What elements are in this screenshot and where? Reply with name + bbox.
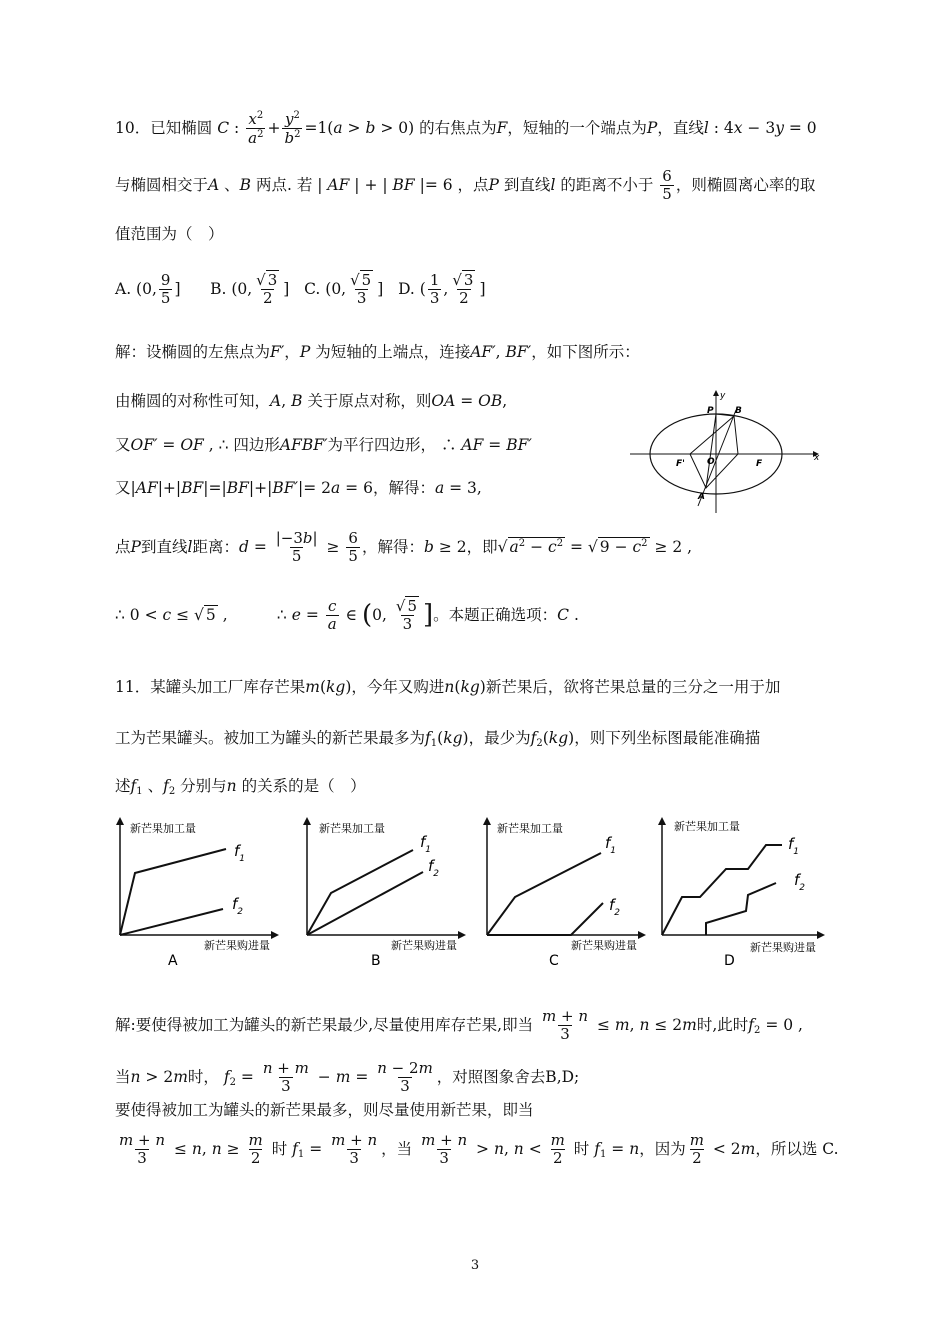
graph-d-caption: D xyxy=(724,953,735,969)
graph-d-f2-curve xyxy=(706,883,776,935)
q10-option-c[interactable]: C. (0, $\frac{√ 5}{3}$ ] xyxy=(304,271,384,308)
q10-ellipse-figure xyxy=(628,388,828,518)
label-x: x xyxy=(814,453,820,463)
graph-b-ylabel: 新芒果加工量 xyxy=(319,822,385,835)
graph-b-f1-curve xyxy=(307,850,413,935)
q10-option-d[interactable]: D. ( $\frac{1}{3}$ , $\frac{√ 3}{2}$ ] xyxy=(398,271,486,308)
graph-b-xlabel: 新芒果购进量 xyxy=(391,939,457,952)
segment-pa xyxy=(706,414,716,488)
graph-c-f2-curve xyxy=(487,903,603,935)
graph-b-f2-label: $f_2$ xyxy=(428,857,440,879)
q11-sol-line1: 解:要使得被加工为罐头的新芒果最少,尽量使用库存芒果,即当 $\frac{m + n}{3}$ ≤ m, n ≤ 2m时,此时$f_2 = 0$ , xyxy=(115,1007,803,1044)
q10-options xyxy=(115,272,486,308)
graph-b-f1-label: $f_1$ xyxy=(420,833,432,855)
graph-c-f2-label: $f_2$ xyxy=(609,896,621,918)
q11-sol-line4: $\frac{m + n}{3}$ ≤ n, n ≥ $\frac{m}{2}$ 时 $f_1$ = $\frac{m + n}{3}$ ，当 $\frac{m + n}{3}$ > n, n < $\frac{m}{2}$ 时 $f_1 = n$，因为 $\frac{m}{2}$ < 2m，所以选 C. xyxy=(119,1131,839,1168)
label-a: A xyxy=(698,492,705,502)
graph-b-caption: B xyxy=(371,953,381,969)
q10-stem-line1: 10．已知椭圆 C : $\frac{x^2}{a^2}$ + $\frac{y^2}{b^2}$ =1(a > b > 0) 的右焦点为F，短轴的一个端点为P，直线l : 4x − 3y = 0 xyxy=(115,110,817,148)
q10-sol-line3: 又OF′ = OF , ∴ 四边形AFBF′为平行四边形， ∴ AF = BF′ xyxy=(115,436,532,454)
graph-c[interactable] xyxy=(475,815,655,970)
graph-a-f2-curve xyxy=(120,909,223,935)
q11-stem-line2: 工为芒果罐头。被加工为罐头的新芒果最多为$f_1(kg)$，最少为$f_2(kg)$，则下列坐标图最能准确描 xyxy=(115,729,761,749)
q10-option-b[interactable]: B. (0, $\frac{√ 3}{2}$ ] xyxy=(210,271,290,308)
graph-b[interactable] xyxy=(295,815,475,970)
page-number: 3 xyxy=(470,1258,480,1273)
graph-a-caption: A xyxy=(168,953,178,969)
graph-d-xlabel: 新芒果购进量 xyxy=(750,941,816,954)
graph-c-xlabel: 新芒果购进量 xyxy=(571,939,637,952)
graph-c-f1-label: $f_1$ xyxy=(605,834,617,856)
graph-a[interactable] xyxy=(108,815,288,970)
graph-d-f2-label: $f_2$ xyxy=(794,871,806,893)
label-p: P xyxy=(707,406,714,416)
label-f: F xyxy=(756,459,763,469)
graph-d[interactable] xyxy=(650,815,835,970)
label-f-prime: F' xyxy=(676,459,685,469)
graph-d-ylabel: 新芒果加工量 xyxy=(674,820,740,833)
graph-a-ylabel: 新芒果加工量 xyxy=(130,822,196,835)
label-b: B xyxy=(735,406,742,416)
graph-a-xlabel: 新芒果购进量 xyxy=(204,939,270,952)
q10-sol-line5: 点P到直线l距离：d = $\frac{|-3b|}{5}$ ≥ $\frac{6}{5}$ ，解得：b ≥ 2，即√ $a^2 - c^2$ = √ $9 - c^2 \ge 2$ , xyxy=(115,529,693,566)
graph-a-f1-label: $f_1$ xyxy=(234,842,246,864)
q10-sol-line4: 又|AF|+|BF|=|BF|+|BF′|= 2a = 6，解得：a = 3, xyxy=(115,479,482,497)
graph-c-ylabel: 新芒果加工量 xyxy=(497,822,563,835)
q10-sol-line1: 解：设椭圆的左焦点为F′，P 为短轴的上端点，连接AF′, BF′，如下图所示： xyxy=(115,343,640,361)
graph-a-f2-label: $f_2$ xyxy=(232,895,244,917)
graph-d-f1-label: $f_1$ xyxy=(788,835,800,857)
q10-sol-line2: 由椭圆的对称性可知，A, B 关于原点对称，则OA = OB, xyxy=(115,392,508,410)
q11-stem-line3: 述$f_1$ 、$f_2$ 分别与n 的关系的是（ ） xyxy=(115,777,366,797)
label-y: y xyxy=(720,391,726,401)
q11-sol-line3: 要使得被加工为罐头的新芒果最多，则尽量使用新芒果，即当 xyxy=(115,1101,534,1119)
q11-sol-line2: 当n > 2m时， $f_2$ = $\frac{n + m}{3}$ − m = $\frac{n - 2m}{3}$ ，对照图象舍去B,D; xyxy=(115,1059,580,1096)
graph-c-caption: C xyxy=(549,953,559,969)
q10-stem-line2: 与椭圆相交于A 、B 两点. 若 | AF | + | BF |= 6 ，点P 到直线l 的距离不小于 $\frac{6}{5}$ ，则椭圆离心率的取 xyxy=(115,167,816,204)
x-axis xyxy=(630,451,819,457)
label-o: O xyxy=(707,457,715,467)
q10-sol-line6: ∴ 0 < c ≤ √ 5 , ∴ e = $\frac{c}{a}$ ∈ (0, $\frac{√ 5}{3}$ ]。本题正确选项：C . xyxy=(115,597,579,634)
q11-stem-line1: 11．某罐头加工厂库存芒果m(kg)，今年又购进n(kg)新芒果后，欲将芒果总量的三分之一用于加 xyxy=(115,678,781,696)
q10-stem-line3: 值范围为（ ） xyxy=(115,225,224,243)
q10-option-a[interactable]: A. (0, $\frac{9}{5}$ ] xyxy=(115,271,181,308)
graph-d-f1-curve xyxy=(662,845,782,935)
